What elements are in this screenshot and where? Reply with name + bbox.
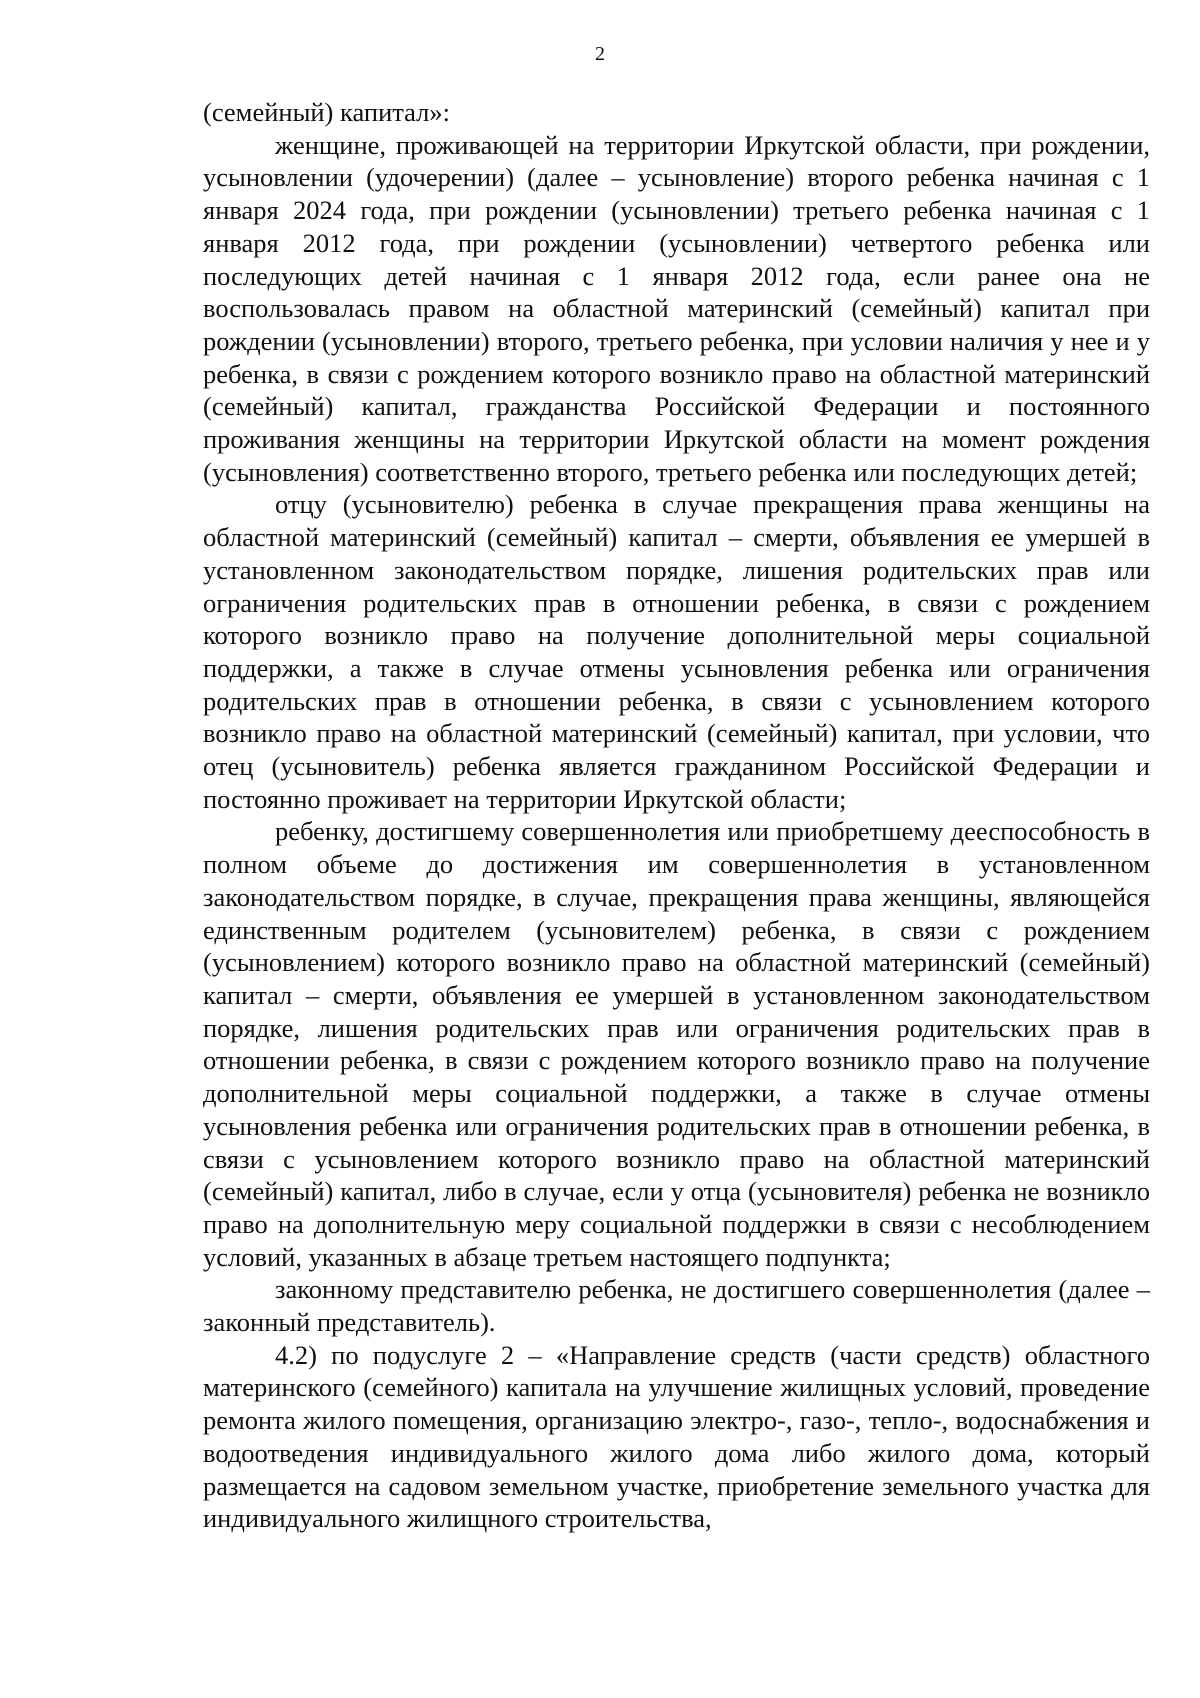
paragraph-subservice-2: 4.2) по подуслуге 2 – «Направление средств (части средств) областного материнского (семейного) капитала на улучшение жилищных условий, проведение ремонта жилого помещения, организацию электро-, газо-, тепло-, водоснабжения и водоотведения индивидуального жилого дома либо жилого дома, который размещается на садовом земельном участке, приобретение земельного участка для индивидуального жилищного строительства, [203,1339,1150,1534]
document-body [203,96,1150,1535]
paragraph-continuation: (семейный) капитал»: [203,97,450,127]
paragraph-woman-eligibility: женщине, проживающей на территории Иркутской области, при рождении, усыновлении (удочерении) (далее – усыновление) второго ребенка начиная с 1 января 2024 года, при рождении (усыновлении) третьего ребенка начиная с 1 января 2012 года, при рождении (усыновлении) четвертого ребенка или последующих детей начиная с 1 января 2012 года, если ранее она не воспользовалась правом на областной материнский (семейный) капитал при рождении (усыновлении) второго, третьего ребенка, при условии наличия у нее и у ребенка, в связи с рождением которого возникло право на областной материнский (семейный) капитал, гражданства Российской Федерации и постоянного проживания женщины на территории Иркутской области на момент рождения (усыновления) соответственно второго, третьего ребенка или последующих детей; [203,129,1150,487]
page-number: 2 [595,43,605,65]
paragraph-legal-representative: законному представителю ребенка, не достигшего совершеннолетия (далее – законный представитель). [203,1274,1150,1338]
paragraph-father-eligibility: отцу (усыновителю) ребенка в случае прекращения права женщины на областной материнский (семейный) капитал – смерти, объявления ее умершей в установленном законодательством порядке, лишения родительских прав или ограничения родительских прав в отношении ребенка, в связи с рождением которого возникло право на получение дополнительной меры социальной поддержки, а также в случае отмены усыновления ребенка или ограничения родительских прав в отношении ребенка, в связи с усыновлением которого возникло право на областной материнский (семейный) капитал, при условии, что отец (усыновитель) ребенка является гражданином Российской Федерации и постоянно проживает на территории Иркутской области; [203,489,1150,814]
paragraph-child-eligibility: ребенку, достигшему совершеннолетия или приобретшему дееспособность в полном объеме до достижения им совершеннолетия в установленном законодательством порядке, в случае, прекращения права женщины, являющейся единственным родителем (усыновителем) ребенка, в связи с рождением (усыновлением) которого возникло право на областной материнский (семейный) капитал – смерти, объявления ее умершей в установленном законодательством порядке, лишения родительских прав или ограничения родительских прав в отношении ребенка, в связи с рождением которого возникло право на получение дополнительной меры социальной поддержки, а также в случае отмены усыновления ребенка или ограничения родительских прав в отношении ребенка, в связи с усыновлением которого возникло право на областной материнский (семейный) капитал, либо в случае, если у отца (усыновителя) ребенка не возникло право на дополнительную меру социальной поддержки в связи с несоблюдением условий, указанных в абзаце третьем настоящего подпункта; [203,816,1150,1272]
